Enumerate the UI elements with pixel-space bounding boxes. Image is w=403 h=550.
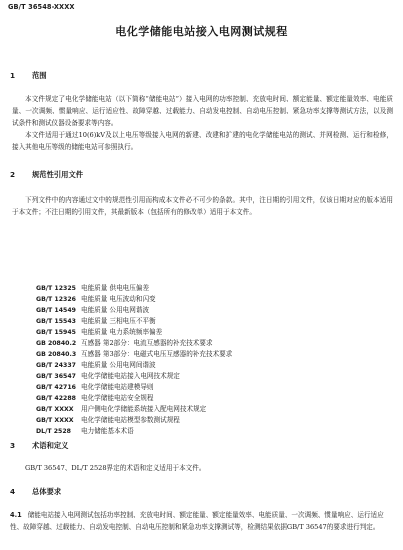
document-title: 电化学储能电站接入电网测试规程	[115, 25, 288, 38]
ref-code: GB/T 12325	[36, 285, 76, 292]
ref-title: 电能质量 电力系统频率偏差	[81, 328, 163, 336]
ref-code: GB/T 24337	[36, 362, 76, 369]
ref-code: GB/T 15945	[36, 329, 76, 336]
ref-code: GB 20840.2	[36, 340, 77, 347]
ref-title: 电化学储能电站安全规程	[81, 394, 154, 402]
scope-paragraph-1: 本文件规定了电化学储能电站（以下简称“储能电站”）接入电网的功率控制、充放电时间、额定能量、额定能量效率、电能质量、一次调频、惯量响应、运行适应性、故障穿越、过载能力、自动发电控制、自动电压控制、紧急功率支撑等测试方法，以及测试条件和测试仪器设备要求等内容。	[12, 95, 393, 127]
ref-title: 电能质量 电压波动和闪变	[81, 295, 156, 303]
ref-title: 互感器 第3部分：电磁式电压互感器的补充技术要求	[81, 350, 233, 358]
list-item	[36, 316, 232, 327]
ref-code: GB/T XXXX	[36, 417, 74, 424]
ref-code: GB/T 42288	[36, 395, 76, 402]
section-number: 3	[10, 441, 16, 450]
section-number: 2	[10, 170, 16, 179]
ref-code: GB/T 15543	[36, 318, 76, 325]
ref-title: 电化学储能电站模型参数测试规程	[81, 416, 180, 424]
reference-list	[36, 283, 232, 437]
ref-title: 电能质量 公用电网间谐波	[81, 361, 156, 369]
list-item	[36, 327, 232, 338]
list-item	[36, 415, 232, 426]
section-heading-general	[10, 487, 61, 497]
section-heading-terms	[10, 441, 68, 451]
list-item	[36, 305, 232, 316]
ref-title: 电化学储能电站建模导则	[81, 383, 154, 391]
ref-code: GB/T 12326	[36, 296, 76, 303]
list-item	[36, 349, 232, 360]
ref-title: 用户侧电化学储能系统接入配电网技术规定	[81, 405, 207, 413]
scope-paragraph-2: 本文件适用于通过10(6)kV及以上电压等级接入电网的新建、改建和扩建的电化学储能电站的测试、并网检测、运行和检修，接入其他电压等级的储能电站可参照执行。	[12, 131, 393, 151]
ref-title: 电能质量 公用电网谐波	[81, 306, 150, 314]
ref-code: GB/T 42716	[36, 384, 76, 391]
clause-4-1	[10, 509, 393, 533]
section-title: 范围	[32, 71, 47, 80]
list-item	[36, 393, 232, 404]
list-item	[36, 294, 232, 305]
ref-title: 电力储能基本术语	[81, 427, 134, 435]
list-item	[36, 283, 232, 294]
ref-title: 互感器 第2部分：电流互感器的补充技术要求	[81, 339, 213, 347]
list-item	[36, 404, 232, 415]
list-item	[36, 382, 232, 393]
section-number: 1	[10, 71, 16, 80]
ref-code: GB/T XXXX	[36, 406, 74, 413]
ref-title: 电化学储能电站接入电网技术规定	[81, 372, 180, 380]
section-title: 术语和定义	[32, 441, 69, 450]
terms-text: GB/T 36547、DL/T 2528界定的术语和定义适用于本文件。	[25, 464, 206, 472]
ref-code: GB/T 14549	[36, 307, 76, 314]
list-item	[36, 426, 232, 437]
section-heading-normative-refs	[10, 170, 83, 180]
normative-refs-intro: 下列文件中的内容通过文中的规范性引用而构成本文件必不可少的条款。其中，注日期的引用文件，仅该日期对应的版本适用于本文件；不注日期的引用文件，其最新版本（包括所有的修改单）适用于本文件。	[12, 196, 393, 216]
clause-text: 储能电站接入电网测试包括功率控制、充放电时间、额定能量、额定能量效率、电能质量、一次调频、惯量响应、运行适应性、故障穿越、过载能力、自动发电控制、自动电压控制和紧急功率支撑测试等，检测结果依据GB/T 36547的要求进行判定。	[10, 511, 384, 531]
ref-code: DL/T 2528	[36, 428, 71, 435]
section-title: 总体要求	[32, 487, 62, 496]
section-title: 规范性引用文件	[32, 170, 84, 179]
list-item	[36, 338, 232, 349]
standard-code: GB/T 36548-XXXX	[8, 3, 75, 11]
clause-number: 4.1	[10, 511, 22, 519]
list-item	[36, 371, 232, 382]
section-number: 4	[10, 487, 16, 496]
list-item	[36, 360, 232, 371]
ref-code: GB/T 36547	[36, 373, 76, 380]
ref-title: 电能质量 三相电压不平衡	[81, 317, 156, 325]
ref-title: 电能质量 供电电压偏差	[81, 284, 150, 292]
section-heading-scope	[10, 71, 47, 81]
ref-code: GB 20840.3	[36, 351, 77, 358]
